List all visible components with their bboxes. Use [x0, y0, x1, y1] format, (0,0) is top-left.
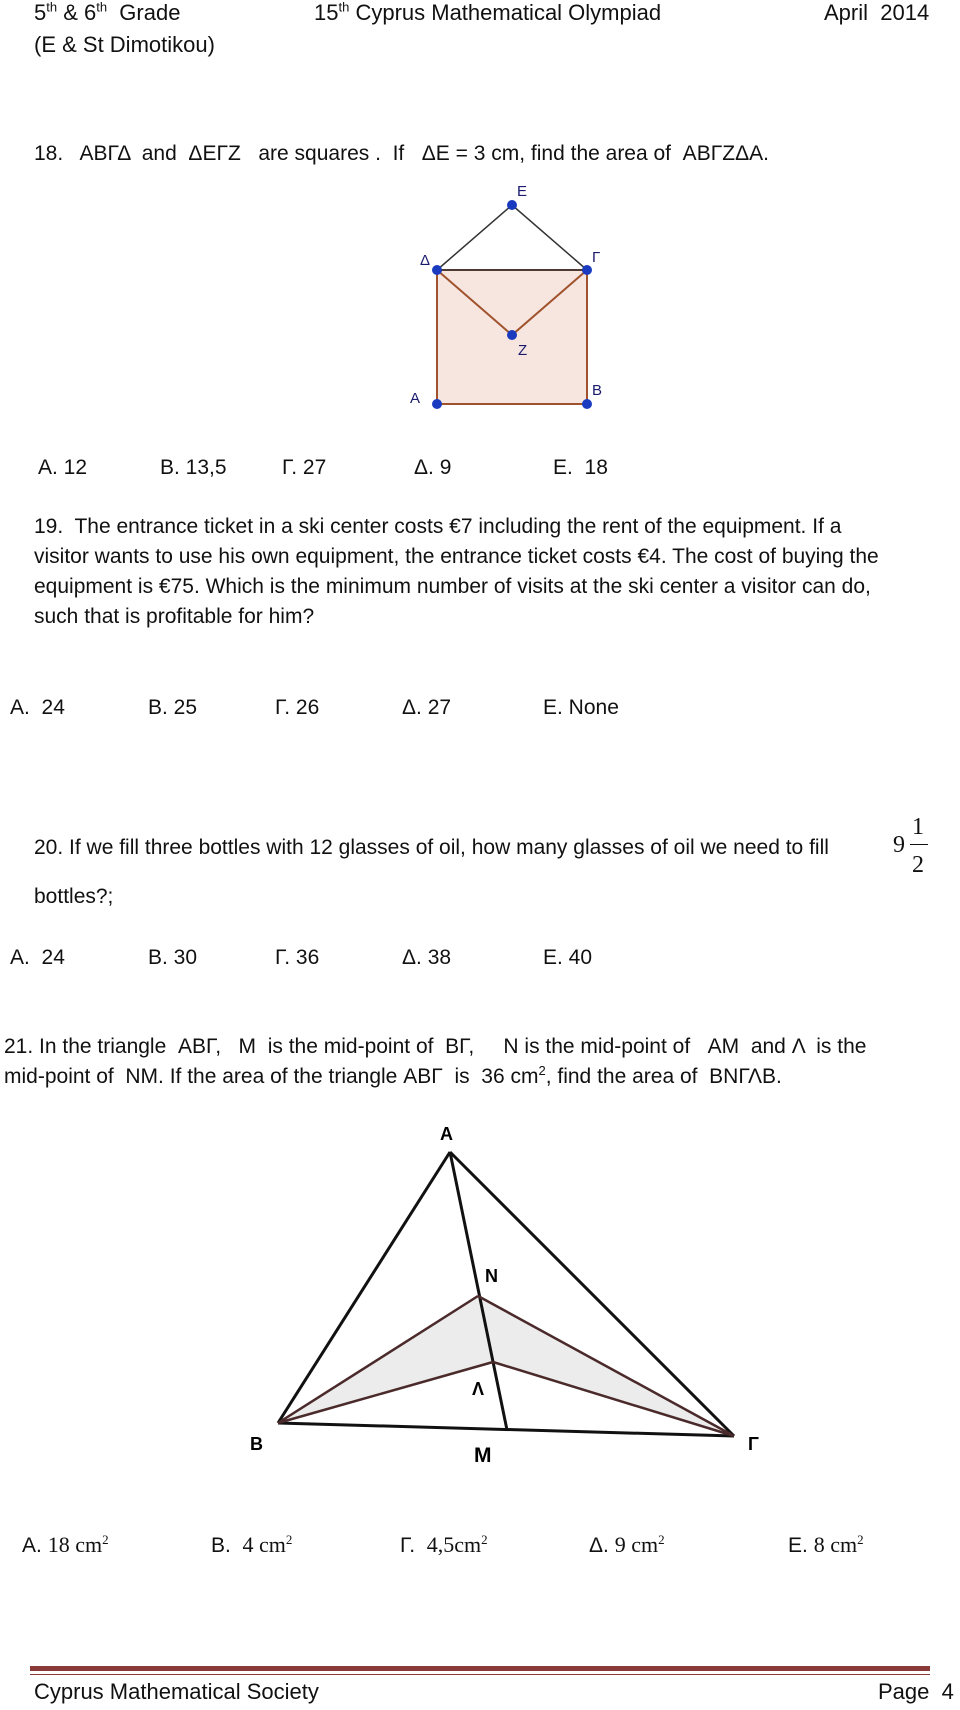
q21-answer-b[interactable]: Β. 4 $cm^2$	[211, 1532, 293, 1557]
q21-answer-d[interactable]: Δ. 9 $cm^2$	[589, 1532, 665, 1557]
q21-answer-g[interactable]: Γ. $4,5cm^2$	[400, 1532, 488, 1557]
point-g	[582, 265, 592, 275]
q18-answer-a[interactable]: Α. 12	[38, 456, 88, 479]
point-a	[432, 399, 442, 409]
q20-fraction-whole: 9	[893, 832, 905, 858]
label-b: B	[592, 382, 603, 399]
q21-answer-a[interactable]: Α. 18 $cm^2$	[22, 1532, 109, 1557]
q19-answer-b[interactable]: Β. 25	[148, 696, 198, 719]
q19-answer-e[interactable]: Ε. None	[543, 696, 619, 719]
q19-line4: such that is profitable for him?	[34, 605, 315, 628]
q20-answer-e[interactable]: Ε. 40	[543, 946, 593, 969]
q18-answer-e[interactable]: Ε. 18	[553, 456, 608, 479]
label-d: Δ	[420, 252, 431, 269]
q18-answer-b[interactable]: Β. 13,5	[160, 456, 227, 479]
footer-page: Page 4	[878, 1679, 954, 1704]
footer-society: Cyprus Mathematical Society	[34, 1679, 319, 1704]
header-grade: 5th & 6th Grade	[34, 0, 181, 25]
q18-text: 18. ΑΒΓΔ and ΔΕΓΖ are squares . If ΔΕ = 3 cm, find the area of ΑΒΓΖΔΑ.	[34, 142, 769, 165]
q20-text: 20. If we fill three bottles with 12 glasses of oil, how many glasses of oil we need to fill	[34, 836, 829, 859]
q19-line1: 19. The entrance ticket in a ski center costs €7 including the rent of the equipment. If a	[34, 515, 842, 538]
q19-answer-g[interactable]: Γ. 26	[275, 696, 320, 719]
q20-answer-g[interactable]: Γ. 36	[275, 946, 320, 969]
label-e: E	[517, 183, 528, 200]
q18-answer-d[interactable]: Δ. 9	[414, 456, 452, 479]
label-g: Γ	[592, 249, 601, 266]
point-z	[507, 330, 517, 340]
q20-answer-b[interactable]: Β. 30	[148, 946, 198, 969]
q21-line1: 21. In the triangle ΑΒΓ, Μ is the mid-point of ΒΓ, Ν is the mid-point of ΑΜ and Λ is the	[4, 1035, 867, 1058]
footer-rule-thick	[30, 1666, 930, 1671]
q21-figure	[200, 1110, 800, 1480]
q21-answer-e[interactable]: Ε. 8 $cm^2$	[788, 1532, 864, 1557]
label-z: Z	[518, 342, 528, 359]
label-m: M	[474, 1444, 492, 1467]
q20-fraction-num: 1	[912, 814, 924, 840]
label-g: Γ	[748, 1434, 759, 1454]
point-d	[432, 265, 442, 275]
q18-figure	[400, 180, 620, 415]
upper-lines	[437, 205, 587, 270]
point-b	[582, 399, 592, 409]
q20-fraction-bar	[910, 844, 928, 845]
label-b: B	[250, 1434, 263, 1454]
q19-line3: equipment is €75. Which is the minimum number of visits at the ski center a visitor can do,	[34, 575, 871, 598]
header-subtitle: (E & St Dimotikou)	[34, 32, 215, 57]
q19-answer-d[interactable]: Δ. 27	[402, 696, 452, 719]
label-a: A	[440, 1124, 453, 1144]
q20-fraction-den: 2	[912, 852, 924, 878]
q20-answer-a[interactable]: Α. 24	[10, 946, 65, 969]
header-date: April 2014	[824, 0, 930, 25]
q19-line2: visitor wants to use his own equipment, the entrance ticket costs €4. The cost of buying the	[34, 545, 879, 568]
label-n: N	[485, 1266, 498, 1286]
footer-rule-thin	[30, 1674, 930, 1675]
label-a: A	[410, 390, 421, 407]
q20-text2: bottles?;	[34, 885, 114, 908]
point-e	[507, 200, 517, 210]
q19-answer-a[interactable]: Α. 24	[10, 696, 65, 719]
q20-answer-d[interactable]: Δ. 38	[402, 946, 452, 969]
q18-answer-g[interactable]: Γ. 27	[282, 456, 327, 479]
q21-line2: mid-point of ΝΜ. If the area of the triangle ΑΒΓ is 36 $cm^2$, find the area of ΒΝΓΛΒ.	[4, 1063, 782, 1088]
label-l: Λ	[472, 1379, 485, 1399]
header-olympiad: 15th Cyprus Mathematical Olympiad	[314, 0, 662, 25]
